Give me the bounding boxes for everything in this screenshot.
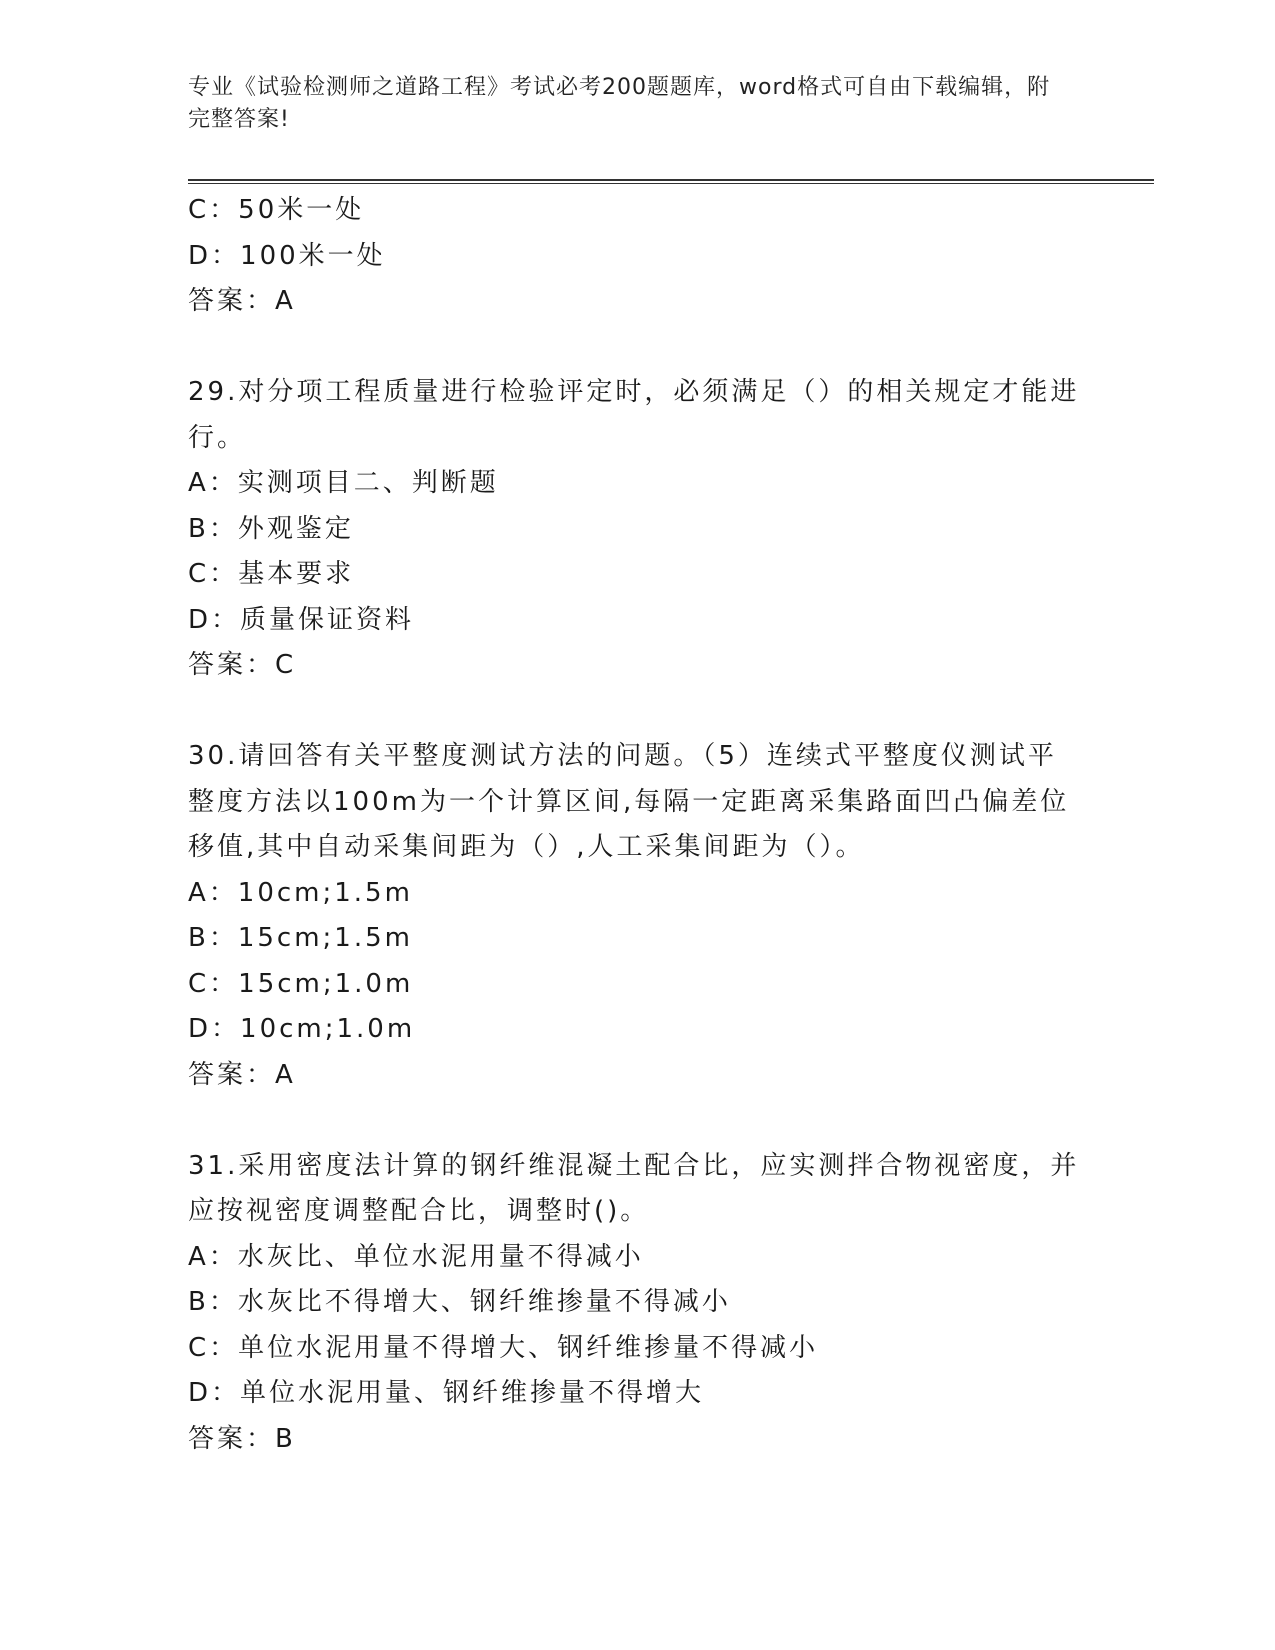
question-text-line: 整度方法以100m为一个计算区间,每隔一定距离采集路面凹凸偏差位 (188, 786, 1070, 817)
question-29 (188, 370, 1088, 689)
option-c: C：单位水泥用量不得增大、钢纤维掺量不得减小 (188, 1332, 819, 1363)
document-header (188, 72, 1068, 136)
answer-line: 答案：A (188, 286, 296, 316)
option-c: C：基本要求 (188, 559, 355, 589)
option-d: D：100米一处 (188, 240, 386, 271)
question-text-line: 移值,其中自动采集间距为（）,人工采集间距为（）。 (188, 832, 865, 862)
answer-line: 答案：C (188, 650, 297, 680)
header-text: 专业《试验检测师之道路工程》考试必考200题题库，word格式可自由下载编辑，附完整答案! (188, 75, 1051, 132)
continued-question (188, 188, 1088, 325)
question-list (188, 188, 1088, 1462)
option-b: B：水灰比不得增大、钢纤维掺量不得减小 (188, 1287, 731, 1317)
question-text-line: 行。 (188, 422, 247, 453)
header-divider (188, 179, 1154, 184)
option-d: D：质量保证资料 (188, 604, 415, 635)
question-31 (188, 1144, 1088, 1463)
option-a: A：水灰比、单位水泥用量不得减小 (188, 1241, 644, 1272)
option-d: D：10cm;1.0m (188, 1014, 416, 1044)
question-text-line: 应按视密度调整配合比，调整时()。 (188, 1196, 650, 1226)
option-c: C：50米一处 (188, 195, 365, 225)
option-b: B：15cm;1.5m (188, 923, 413, 953)
question-text-line: 29.对分项工程质量进行检验评定时，必须满足（）的相关规定才能进 (188, 377, 1080, 407)
question-30 (188, 734, 1088, 1098)
question-text-line: 30.请回答有关平整度测试方法的问题。（5）连续式平整度仪测试平 (188, 741, 1057, 771)
option-a: A：实测项目二、判断题 (188, 468, 499, 498)
question-text-line: 31.采用密度法计算的钢纤维混凝土配合比，应实测拌合物视密度，并 (188, 1150, 1080, 1181)
answer-line: 答案：A (188, 1059, 296, 1090)
option-a: A：10cm;1.5m (188, 877, 413, 908)
option-d: D：单位水泥用量、钢纤维掺量不得增大 (188, 1378, 705, 1408)
option-c: C：15cm;1.0m (188, 968, 414, 999)
option-b: B：外观鉴定 (188, 513, 354, 544)
answer-line: 答案：B (188, 1423, 296, 1454)
